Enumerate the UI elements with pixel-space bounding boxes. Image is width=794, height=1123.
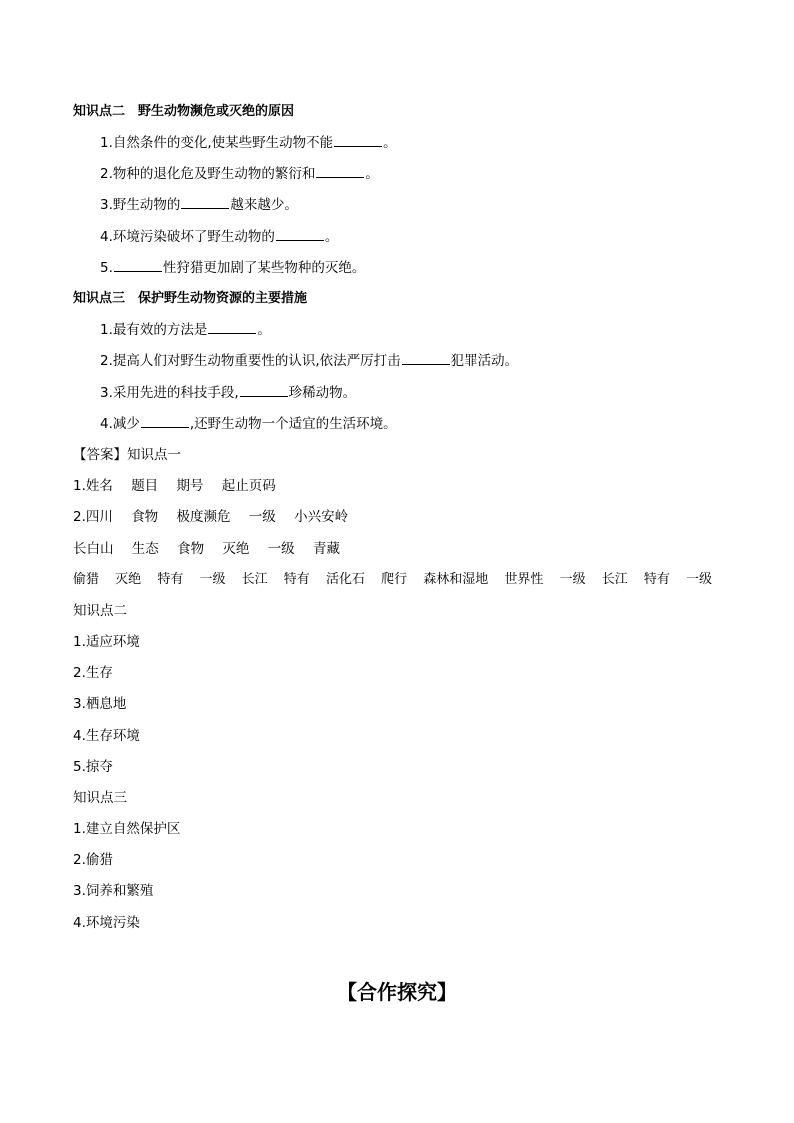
answer-blank xyxy=(240,383,288,397)
item-text: 1.最有效的方法是 xyxy=(100,322,208,338)
answer-blank xyxy=(181,195,229,209)
answer-term: 特有 xyxy=(283,572,310,587)
item-text: 3.采用先进的科技手段, xyxy=(100,385,239,401)
answer-term: 偷猎 xyxy=(73,572,100,587)
answers-kp2-item: 1.适应环境 xyxy=(73,634,140,650)
section-title: 【合作探究】 xyxy=(337,980,457,1004)
answer-term: 生态 xyxy=(131,541,159,557)
kp2-item-4 xyxy=(100,227,338,247)
answer-term: 小兴安岭 xyxy=(294,509,349,525)
answer-term: 活化石 xyxy=(325,572,365,587)
item-text: 犯罪活动。 xyxy=(450,353,519,369)
answers-kp2-item: 5.掠夺 xyxy=(73,759,113,775)
kp3-heading: 知识点三 保护野生动物资源的主要措施 xyxy=(73,291,308,306)
answers-kp3-title: 知识点三 xyxy=(73,790,127,806)
answer-term: 长江 xyxy=(601,572,628,587)
answer-term: 灭绝 xyxy=(222,541,250,557)
answer-term: 灭绝 xyxy=(115,572,142,587)
item-text: 越来越少。 xyxy=(230,197,298,213)
kp2-heading: 知识点二 野生动物濒危或灭绝的原因 xyxy=(73,104,295,119)
answer-term: 一级 xyxy=(248,509,276,525)
answer-blank xyxy=(402,351,450,365)
answer-term: 特有 xyxy=(643,572,670,587)
item-text: 。 xyxy=(257,322,271,338)
answer-term: 一级 xyxy=(686,572,713,587)
answers-kp2-item: 4.生存环境 xyxy=(73,728,140,744)
item-text: 。 xyxy=(324,229,339,245)
answers-kp3-item: 2.偷猎 xyxy=(73,852,113,868)
answer-term: 爬行 xyxy=(381,572,408,587)
answer-term: 森林和湿地 xyxy=(423,572,489,587)
item-text: 5. xyxy=(100,260,113,276)
answers-line-4 xyxy=(73,570,712,590)
answer-term: 世界性 xyxy=(504,572,544,587)
answers-kp2-title: 知识点二 xyxy=(73,603,127,619)
answers-line-3 xyxy=(73,539,340,559)
answer-blank xyxy=(141,414,189,428)
item-text: 性狩猎更加剧了某些物种的灭绝。 xyxy=(162,260,366,276)
answer-term: 2.四川 xyxy=(73,509,113,525)
kp3-item-1 xyxy=(100,320,271,340)
answer-term: 1.姓名 xyxy=(73,478,113,494)
answer-term: 一级 xyxy=(267,541,295,557)
answers-kp2-item: 2.生存 xyxy=(73,665,113,681)
answer-blank xyxy=(334,133,382,147)
kp2-item-3 xyxy=(100,195,298,215)
item-text: 1.自然条件的变化,使某些野生动物不能 xyxy=(100,135,334,151)
answer-term: 一级 xyxy=(199,572,226,587)
kp2-item-2 xyxy=(100,164,379,184)
answer-blank xyxy=(316,164,364,178)
answer-term: 一级 xyxy=(559,572,586,587)
answers-line-1 xyxy=(73,476,276,496)
answer-term: 食物 xyxy=(131,509,159,525)
answer-term: 期号 xyxy=(176,478,204,494)
kp3-item-4 xyxy=(100,414,397,434)
item-text: 2.提高人们对野生动物重要性的认识,依法严厉打击 xyxy=(100,353,401,369)
item-text: 4.环境污染破坏了野生动物的 xyxy=(100,229,275,245)
item-text: 3.野生动物的 xyxy=(100,197,181,213)
answer-term: 题目 xyxy=(131,478,159,494)
answer-blank xyxy=(276,227,324,241)
item-text: 。 xyxy=(383,135,397,151)
item-text: 珍稀动物。 xyxy=(288,385,357,401)
answers-kp2-item: 3.栖息地 xyxy=(73,696,127,712)
answers-title: 【答案】知识点一 xyxy=(73,447,181,463)
answer-term: 极度濒危 xyxy=(176,509,231,525)
kp2-item-1 xyxy=(100,133,397,153)
kp2-item-5 xyxy=(100,258,365,278)
item-text: 4.减少 xyxy=(100,416,140,432)
answer-term: 食物 xyxy=(177,541,205,557)
answer-blank xyxy=(208,320,256,334)
kp3-item-3 xyxy=(100,383,356,403)
answer-term: 起止页码 xyxy=(221,478,276,494)
answers-kp3-item: 3.饲养和繁殖 xyxy=(73,883,154,899)
answer-term: 特有 xyxy=(157,572,184,587)
answer-blank xyxy=(114,258,162,272)
kp3-item-2 xyxy=(100,351,518,371)
item-text: ,还野生动物一个适宜的生活环境。 xyxy=(189,416,397,432)
answers-kp3-item: 4.环境污染 xyxy=(73,915,140,931)
answer-term: 长白山 xyxy=(73,541,114,557)
answers-kp3-item: 1.建立自然保护区 xyxy=(73,821,181,837)
answer-term: 长江 xyxy=(241,572,268,587)
answers-line-2 xyxy=(73,507,348,527)
item-text: 2.物种的退化危及野生动物的繁衍和 xyxy=(100,166,316,182)
item-text: 。 xyxy=(365,166,379,182)
answer-term: 青藏 xyxy=(312,541,340,557)
